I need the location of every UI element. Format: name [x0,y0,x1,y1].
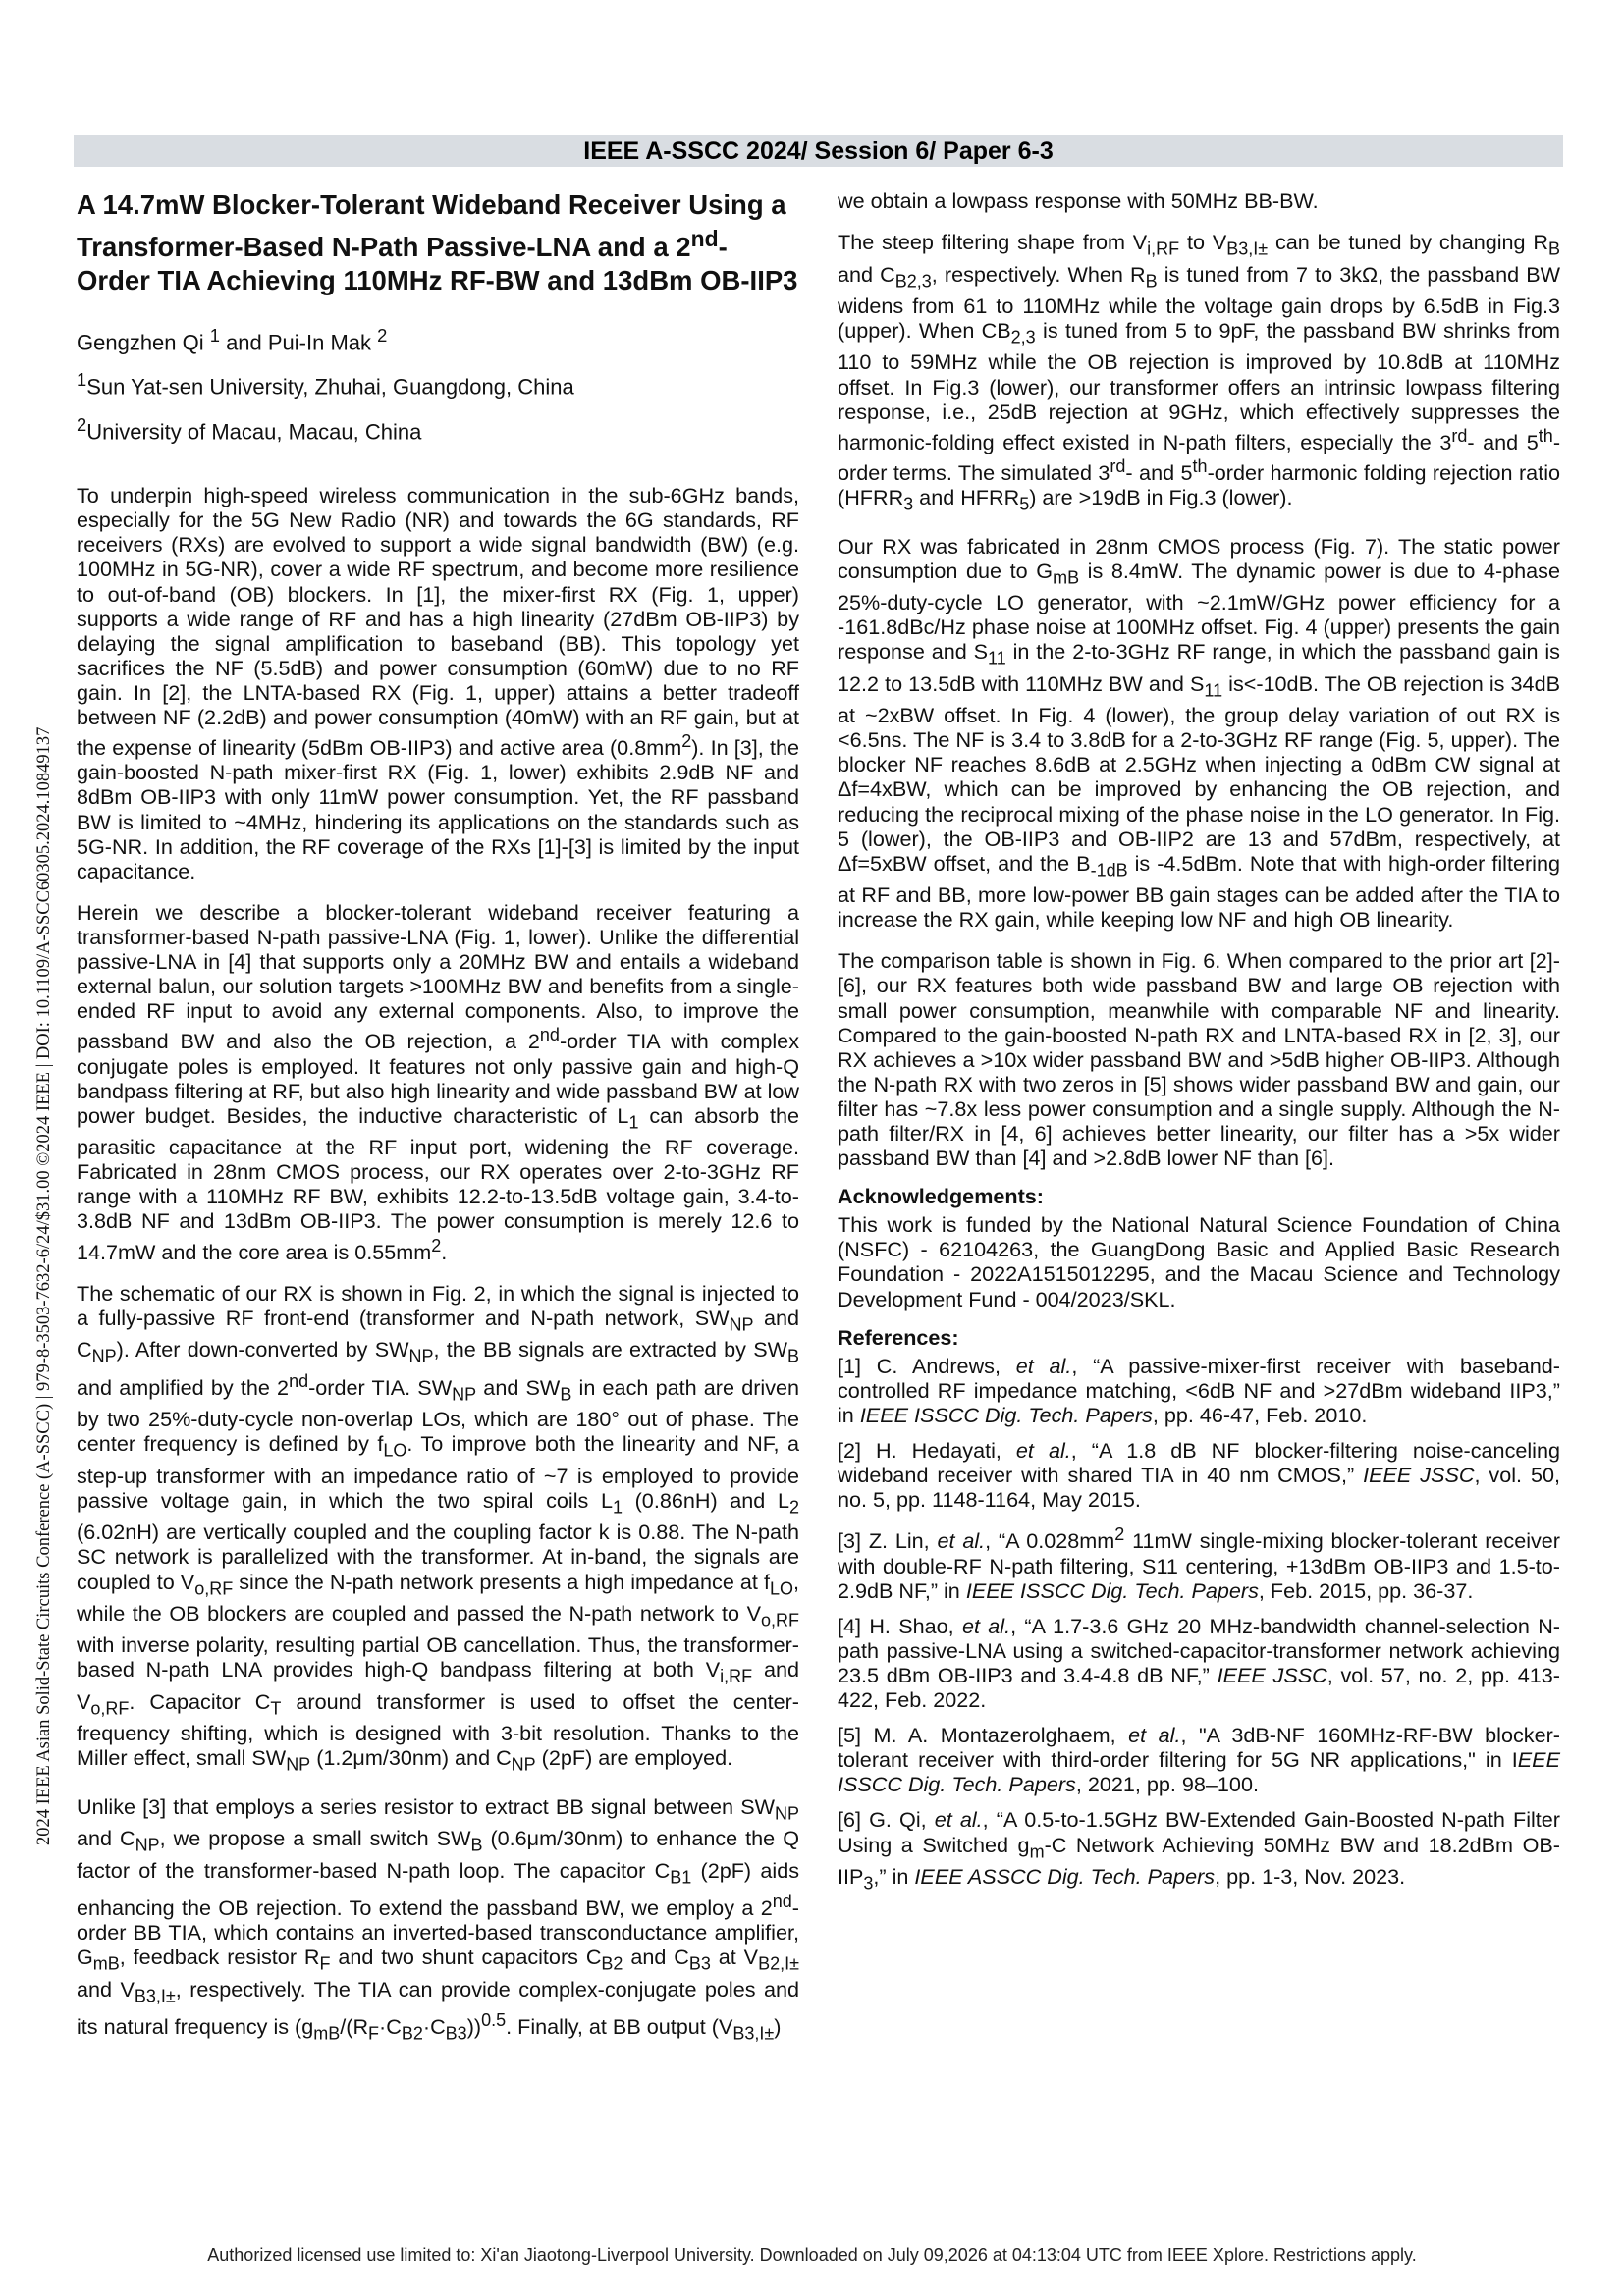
comparison-paragraph: The comparison table is shown in Fig. 6. When compared to the prior art [2]-[6], our RX features both wide passband BW and large OB rejection with small power consumption, meanwhile with comparable NF and linearity. Compared to the gain-boosted N-path RX and LNTA-based RX in [2, 3], our RX achieves a >10x wider passband BW and >5dB higher OB-IIP3. Although the N-path RX with two zeros in [5] shows wider passband BW and gain, our filter has ~7.8x less power consumption and a single supply. Although the N-path filter/RX in [4, 6] achieves better linearity, our filter has a >5x wider passband BW than [4] and >2.8dB lower NF than [6]. [838,948,1560,1171]
intro-paragraph: To underpin high-speed wireless communication in the sub-6GHz bands, especially for the 5G New Radio (NR) and towards the 6G standards, RF receivers (RXs) are evolved to support a wide signal bandwidth (BW) (e.g. 100MHz in 5G-NR), cover a wide RF spectrum, and become more resilience to out-of-band (OB) blockers. In [1], the mixer-first RX (Fig. 1, upper) supports a wide range of RF and has a high linearity (27dBm OB-IIP3) by delaying the signal amplification to baseband (BB). This topology yet sacrifices the NF (5.5dB) and power consumption (60mW) due to no RF gain. In [2], the LNTA-based RX (Fig. 1, upper) attains a better tradeoff between NF (2.2dB) and power consumption (40mW) with an RF gain, but at the expense of linearity (5dBm OB-IIP3) and active area $(0.8mm^2)$. In [3], the gain-boosted N-path mixer-first RX (Fig. 1, lower) exhibits 2.9dB NF and 8dBm OB-IIP3 with only 11mW power consumption. Yet, the RF passband BW is limited to ~4MHz, hindering its applications on the standards such as 5G-NR. In addition, the RF coverage of the RXs [1]-[3] is limited by the input capacitance. [77,483,799,883]
affiliation-2: $^2$University of Macau, Macau, China [77,413,422,445]
reference-item: [6] G. Qi, et al., “A 0.5-to-1.5GHz BW-Extended Gain-Boosted N-path Filter Using a Switched $g_m-C$ Network Achieving 50MHz BW and 18.2dBm $OB-IIP_3$,” in IEEE ASSCC Dig. Tech. Papers, pp. 1-3, Nov. 2023. [838,1807,1561,1894]
tuning-paragraph: The steep filtering shape from $V_{i,RF}$ to $V_{B3,I\pm}$ can be tuned by changing $R_B$ and $C_{B2,3}$, respectively. When $R_B$ is tuned from 7 to 3kΩ, the passband BW widens from 61 to 110MHz while the voltage gain drops by 6.5dB in Fig.3 (upper). When $CB_{2,3}$ is tuned from 5 to 9pF, the passband BW shrinks from 110 to 59MHz while the OB rejection is improved by 10.8dB at 110MHz offset. In Fig.3 (lower), our transformer offers an intrinsic lowpass filtering response, i.e., 25dB rejection at 9GHz, which effectively suppresses the harmonic-folding effect existed in N-path filters, especially the 3rd- and 5th-order terms. The simulated 3rd- and 5th-order harmonic folding rejection ratio ($HFRR_3$ and $HFRR_5$) are >19dB in Fig.3 (lower). [838,230,1561,514]
author-list: Gengzhen Qi $^1$ and Pui-In Mak $^2$ [77,325,388,355]
reference-item: [3] Z. Lin, et al., “A $0.028mm^2$ 11mW single-mixing blocker-tolerant receiver with double-RF N-path filtering, S11 centering, +13dBm OB-IIP3 and 1.5-to-2.9dB NF,” in IEEE ISSCC Dig. Tech. Papers, Feb. 2015, pp. 36-37. [838,1524,1561,1603]
acknowledgements-text: This work is funded by the National Natural Science Foundation of China (NSFC) - 62104263, the GuangDong Basic and Applied Basic Research Foundation - 2022A1515012295, and the Macau Science and Technology Development Fund - 004/2023/SKL. [838,1212,1560,1311]
reference-item: [4] H. Shao, et al., “A 1.7-3.6 GHz 20 MHz-bandwidth channel-selection N-path passive-LNA using a switched-capacitor-transformer network achieving 23.5 dBm OB-IIP3 and 3.4-4.8 dB NF,” IEEE JSSC, vol. 57, no. 2, pp. 413-422, Feb. 2022. [838,1613,1560,1713]
tia-paragraph: Unlike [3] that employs a series resistor to extract BB signal between $SW_{NP}$ and $C_{NP}$, we propose a small switch $SW_B$ (0.6μm/30nm) to enhance the Q factor of the transformer-based N-path loop. The capacitor $C_{B1}$ (2pF) aids enhancing the OB rejection. To extend the passband BW, we employ a 2nd-order BB TIA, which contains an inverted-based transconductance amplifier, $G_{mB}$, feedback resistor $R_F$ and two shunt capacitors $C_{B2}$ and $C_{B3}$ at $V_{B2,I\pm}$ and $V_{B3,I\pm}$, respectively. The TIA can provide complex-conjugate poles and its natural frequency is $(g_{mB}/(R_F\cdot C_{B2}\cdot C_{B3}))^{0.5}$. Finally, at BB output $(V_{B3,I\pm})$ [77,1793,799,2044]
measurement-paragraph: Our RX was fabricated in 28nm CMOS process (Fig. 7). The static power consumption due to $G_{mB}$ is 8.4mW. The dynamic power is due to 4-phase 25%-duty-cycle LO generator, with ~2.1mW/GHz power efficiency for a -161.8dBc/Hz phase noise at 100MHz offset. Fig. 4 (upper) presents the gain response and $S_{11}$ in the 2-to-3GHz RF range, in which the passband gain is 12.2 to 13.5dB with 110MHz BW and $S_{11}$ is<-10dB. The OB rejection is 34dB at ~2xBW offset. In Fig. 4 (lower), the group delay variation of out RX is <6.5ns. The NF is 3.4 to 3.8dB for a 2-to-3GHz RF range (Fig. 5, upper). The blocker NF reaches 8.6dB at 2.5GHz when injecting a 0dBm CW signal at Δf=4xBW, which can be improved by enhancing the OB rejection, and reducing the reciprocal mixing of the phase noise in the LO generator. In Fig. 5 (lower), the OB-IIP3 and OB-IIP2 are 13 and 57dBm, respectively, at Δf=5xBW offset, and the $B_{-1dB}$ is -4.5dBm. Note that with high-order filtering at RF and BB, more low-power BB gain stages can be added after the TIA to increase the RX gain, while keeping low NF and high OB linearity. [838,533,1560,933]
schematic-paragraph: The schematic of our RX is shown in Fig. 2, in which the signal is injected to a fully-passive RF front-end (transformer and N-path network, $SW_{NP}$ and $C_{NP}$). After down-converted by $SW_{NP}$, the BB signals are extracted by $SW_B$ and amplified by the 2nd-order TIA. $SW_{NP}$ and $SW_B$ in each path are driven by two 25%-duty-cycle non-overlap LOs, which are 180° out of phase. The center frequency is defined by $f_{LO}$. To improve both the linearity and NF, a step-up transformer with an impedance ratio of ~7 is employed to provide passive voltage gain, in which the two spiral coils $L_1$ (0.86nH) and $L_2$ (6.02nH) are vertically coupled and the coupling factor k is 0.88. The N-path SC network is parallelized with the transformer. At in-band, the signals are coupled to $V_{o,RF}$ since the N-path network presents a high impedance at $f_{LO}$, while the OB blockers are coupled and passed the N-path network to $V_{o,RF}$ with inverse polarity, resulting partial OB cancellation. Thus, the transformer-based N-path LNA provides high-Q bandpass filtering at both $V_{i,RF}$ and $V_{o,RF}$. Capacitor $C_T$ around transformer is used to offset the center-frequency shifting, which is designed with 3-bit resolution. Thanks to the Miller effect, small $SW_{NP}$ (1.2μm/30nm) and $C_{NP}$ (2pF) are employed. [77,1280,800,1775]
doi-sidebar: 2024 IEEE Asian Solid-State Circuits Conference (A-SSCC) | 979-8-3503-7632-6/24/$31.00 ©2024 IEEE | DOI: 10.1109/A-SSCC60305.2024.10849137 [34,726,54,1845]
license-footer: Authorized licensed use limited to: Xi'an Jiaotong-Liverpool University. Downloaded on July 09,2026 at 04:13:04 UTC from IEEE Xplore. Restrictions apply. [207,2245,1417,2265]
affiliation-1: $^1$Sun Yat-sen University, Zhuhai, Guangdong, China [77,369,574,400]
continuation-paragraph: we obtain a lowpass response with 50MHz BB-BW. [838,188,1319,213]
paper-title: A 14.7mW Blocker-Tolerant Wideband Receiver Using a Transformer-Based N-Path Passive-LNA and a 2nd-Order TIA Achieving 110MHz RF-BW and 13dBm OB-IIP3 [77,189,798,296]
right-column [838,188,1560,1906]
reference-item: [2] H. Hedayati, et al., “A 1.8 dB NF blocker-filtering noise-canceling wideband receiver with shared TIA in 40 nm CMOS,” IEEE JSSC, vol. 50, no. 5, pp. 1148-1164, May 2015. [838,1438,1561,1513]
left-column [77,188,799,2047]
acknowledgements-heading: Acknowledgements: [838,1184,1044,1209]
session-header: IEEE A-SSCC 2024/ Session 6/ Paper 6-3 [74,135,1563,167]
reference-item: [1] C. Andrews, et al., “A passive-mixer-first receiver with baseband-controlled RF impedance matching, <6dB NF and >27dBm wideband IIP3,” in IEEE ISSCC Dig. Tech. Papers, pp. 46-47, Feb. 2010. [838,1353,1560,1427]
proposal-paragraph: Herein we describe a blocker-tolerant wideband receiver featuring a transformer-based N-path passive-LNA (Fig. 1, lower). Unlike the differential passive-LNA in [4] that supports only a 20MHz BW and entails a wideband external balun, our solution targets >100MHz BW and benefits from a single-ended RF input to avoid any external components. Also, to improve the passband BW and also the OB rejection, a 2nd-order TIA with complex conjugate poles is employed. It features not only passive gain and high-Q bandpass filtering at RF, but also high linearity and wide passband BW at low power budget. Besides, the inductive characteristic of $L_1$ can absorb the parasitic capacitance at the RF input port, widening the RF coverage. Fabricated in 28nm CMOS process, our RX operates over 2-to-3GHz RF range with a 110MHz RF BW, exhibits 12.2-to-13.5dB voltage gain, 3.4-to-3.8dB NF and 13dBm OB-IIP3. The power consumption is merely 12.6 to 14.7mW and the core area is $0.55mm^2$. [77,899,800,1264]
reference-item: [5] M. A. Montazerolghaem, et al., "A 3dB-NF 160MHz-RF-BW blocker-tolerant receiver with third-order filtering for 5G NR applications," in IEEE ISSCC Dig. Tech. Papers, 2021, pp. 98–100. [838,1723,1560,1797]
references-heading: References: [838,1324,959,1350]
